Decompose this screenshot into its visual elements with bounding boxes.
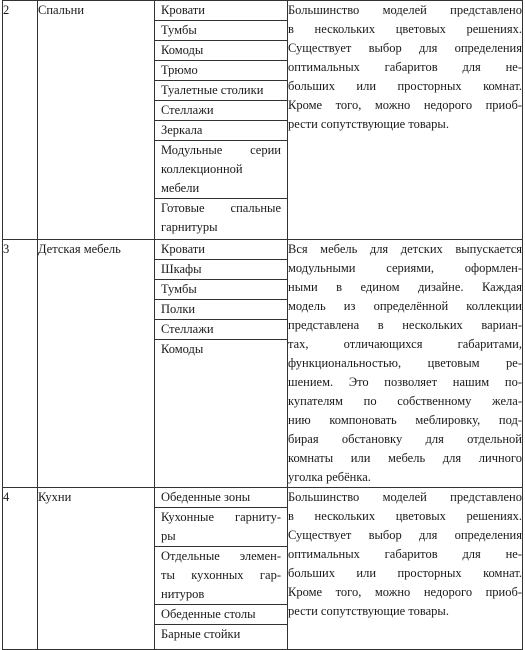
list-item <box>155 240 287 260</box>
description-line: в нескольких цветовых решениях. <box>288 509 522 523</box>
description-line: больших или просторных комнат. <box>288 79 522 93</box>
items-cell <box>155 1 288 240</box>
list-item <box>155 199 287 238</box>
item-line: гарнитуры <box>161 220 218 234</box>
description-line: оптимальных габаритов для не- <box>288 547 522 561</box>
item-text <box>155 260 287 280</box>
category-cell: Кухни <box>38 488 155 650</box>
description-line: функциональностью, цветовым ре- <box>288 356 522 370</box>
item-line: Тумбы <box>161 23 197 37</box>
item-text <box>155 625 287 645</box>
item-line: ры <box>161 529 176 543</box>
description-cell <box>288 1 523 240</box>
description-line: Вся мебель для детских выпускается <box>288 242 522 256</box>
description-line: комнаты или мебель для личного <box>288 451 522 465</box>
list-item <box>155 320 287 340</box>
item-text <box>155 141 287 199</box>
list-item <box>155 625 287 645</box>
list-item <box>155 280 287 300</box>
item-text <box>155 101 287 121</box>
table-row <box>3 488 523 650</box>
item-line: Трюмо <box>161 63 198 77</box>
description-line: Существует выбор для определения <box>288 528 522 542</box>
category-cell: Детская мебель <box>38 240 155 488</box>
item-line: Барные стойки <box>161 627 241 641</box>
description-line: ными в едином дизайне. Каждая <box>288 280 522 294</box>
item-text <box>155 300 287 320</box>
item-text <box>155 340 287 360</box>
description-line: рести сопутствующие товары. <box>288 604 449 618</box>
item-text <box>155 121 287 141</box>
list-item <box>155 508 287 547</box>
item-line: коллекционной <box>161 162 243 176</box>
description-line: модульными сериями, оформлен- <box>288 261 522 275</box>
item-line: Шкафы <box>161 262 202 276</box>
item-line: Туалетные столики <box>161 83 264 97</box>
list-item <box>155 141 287 199</box>
description-line: в нескольких цветовых решениях. <box>288 22 522 36</box>
item-line: Стеллажи <box>161 103 214 117</box>
description-line: купателям по собственному жела- <box>288 394 522 408</box>
item-text <box>155 605 287 625</box>
list-item <box>155 61 287 81</box>
item-line: Тумбы <box>161 282 197 296</box>
item-line: Кровати <box>161 3 205 17</box>
items-cell <box>155 488 288 650</box>
description-cell <box>288 240 523 488</box>
item-line: ты кухонных гар- <box>161 568 281 582</box>
description-line: Кроме того, можно недорого приоб- <box>288 98 522 112</box>
table-body <box>3 1 523 650</box>
description-line: Большинство моделей представлено <box>288 490 522 504</box>
row-number: 4 <box>3 488 38 650</box>
list-item <box>155 547 287 605</box>
furniture-table <box>2 0 523 650</box>
description-line: нию компоновать меблировку, под- <box>288 413 522 427</box>
item-text <box>155 199 287 238</box>
list-item <box>155 340 287 360</box>
description-line: рести сопутствующие товары. <box>288 117 449 131</box>
item-line: Модульные серии <box>161 143 281 157</box>
item-line: Отдельные элемен- <box>161 549 281 563</box>
description-line: Существует выбор для определения <box>288 41 522 55</box>
description-line: модель из определённой коллекции <box>288 299 522 313</box>
item-text <box>155 280 287 300</box>
description-line: оптимальных габаритов для не- <box>288 60 522 74</box>
item-text <box>155 240 287 260</box>
description-line: бирая обстановку для отдельной <box>288 432 522 446</box>
item-line: Кровати <box>161 242 205 256</box>
category-cell: Спальни <box>38 1 155 240</box>
description-cell <box>288 488 523 650</box>
list-item <box>155 101 287 121</box>
row-number: 3 <box>3 240 38 488</box>
item-text <box>155 21 287 41</box>
description-line: Большинство моделей представлено <box>288 3 522 17</box>
description-line: шением. Это позволяет нашим по- <box>288 375 522 389</box>
list-item <box>155 81 287 101</box>
description-line: уголка ребёнка. <box>288 470 371 484</box>
description-line: Кроме того, можно недорого приоб- <box>288 585 522 599</box>
list-item <box>155 260 287 280</box>
item-text <box>155 488 287 508</box>
item-line: мебели <box>161 181 200 195</box>
items-cell <box>155 240 288 488</box>
list-item <box>155 41 287 61</box>
row-number: 2 <box>3 1 38 240</box>
items-list <box>155 488 287 644</box>
description-line: больших или просторных комнат. <box>288 566 522 580</box>
list-item <box>155 605 287 625</box>
table-row <box>3 240 523 488</box>
item-line: Готовые спальные <box>161 201 281 215</box>
description-line: тах, отличающихся габаритами, <box>288 337 522 351</box>
item-line: Полки <box>161 302 196 316</box>
item-line: Комоды <box>161 43 204 57</box>
list-item <box>155 300 287 320</box>
item-line: Обеденные зоны <box>161 490 251 504</box>
items-list <box>155 1 287 237</box>
item-line: Комоды <box>161 342 204 356</box>
table-row <box>3 1 523 240</box>
item-line: Зеркала <box>161 123 203 137</box>
list-item <box>155 1 287 21</box>
list-item <box>155 21 287 41</box>
item-line: Обеденные столы <box>161 607 256 621</box>
description-line: представлена в нескольких вариан- <box>288 318 522 332</box>
item-line: нитуров <box>161 587 205 601</box>
item-line: Кухонные гарниту- <box>161 510 281 524</box>
list-item <box>155 488 287 508</box>
item-text <box>155 61 287 81</box>
item-text <box>155 1 287 21</box>
item-text <box>155 320 287 340</box>
item-text <box>155 41 287 61</box>
items-list <box>155 240 287 359</box>
list-item <box>155 121 287 141</box>
item-text <box>155 547 287 605</box>
item-line: Стеллажи <box>161 322 214 336</box>
item-text <box>155 81 287 101</box>
item-text <box>155 508 287 547</box>
